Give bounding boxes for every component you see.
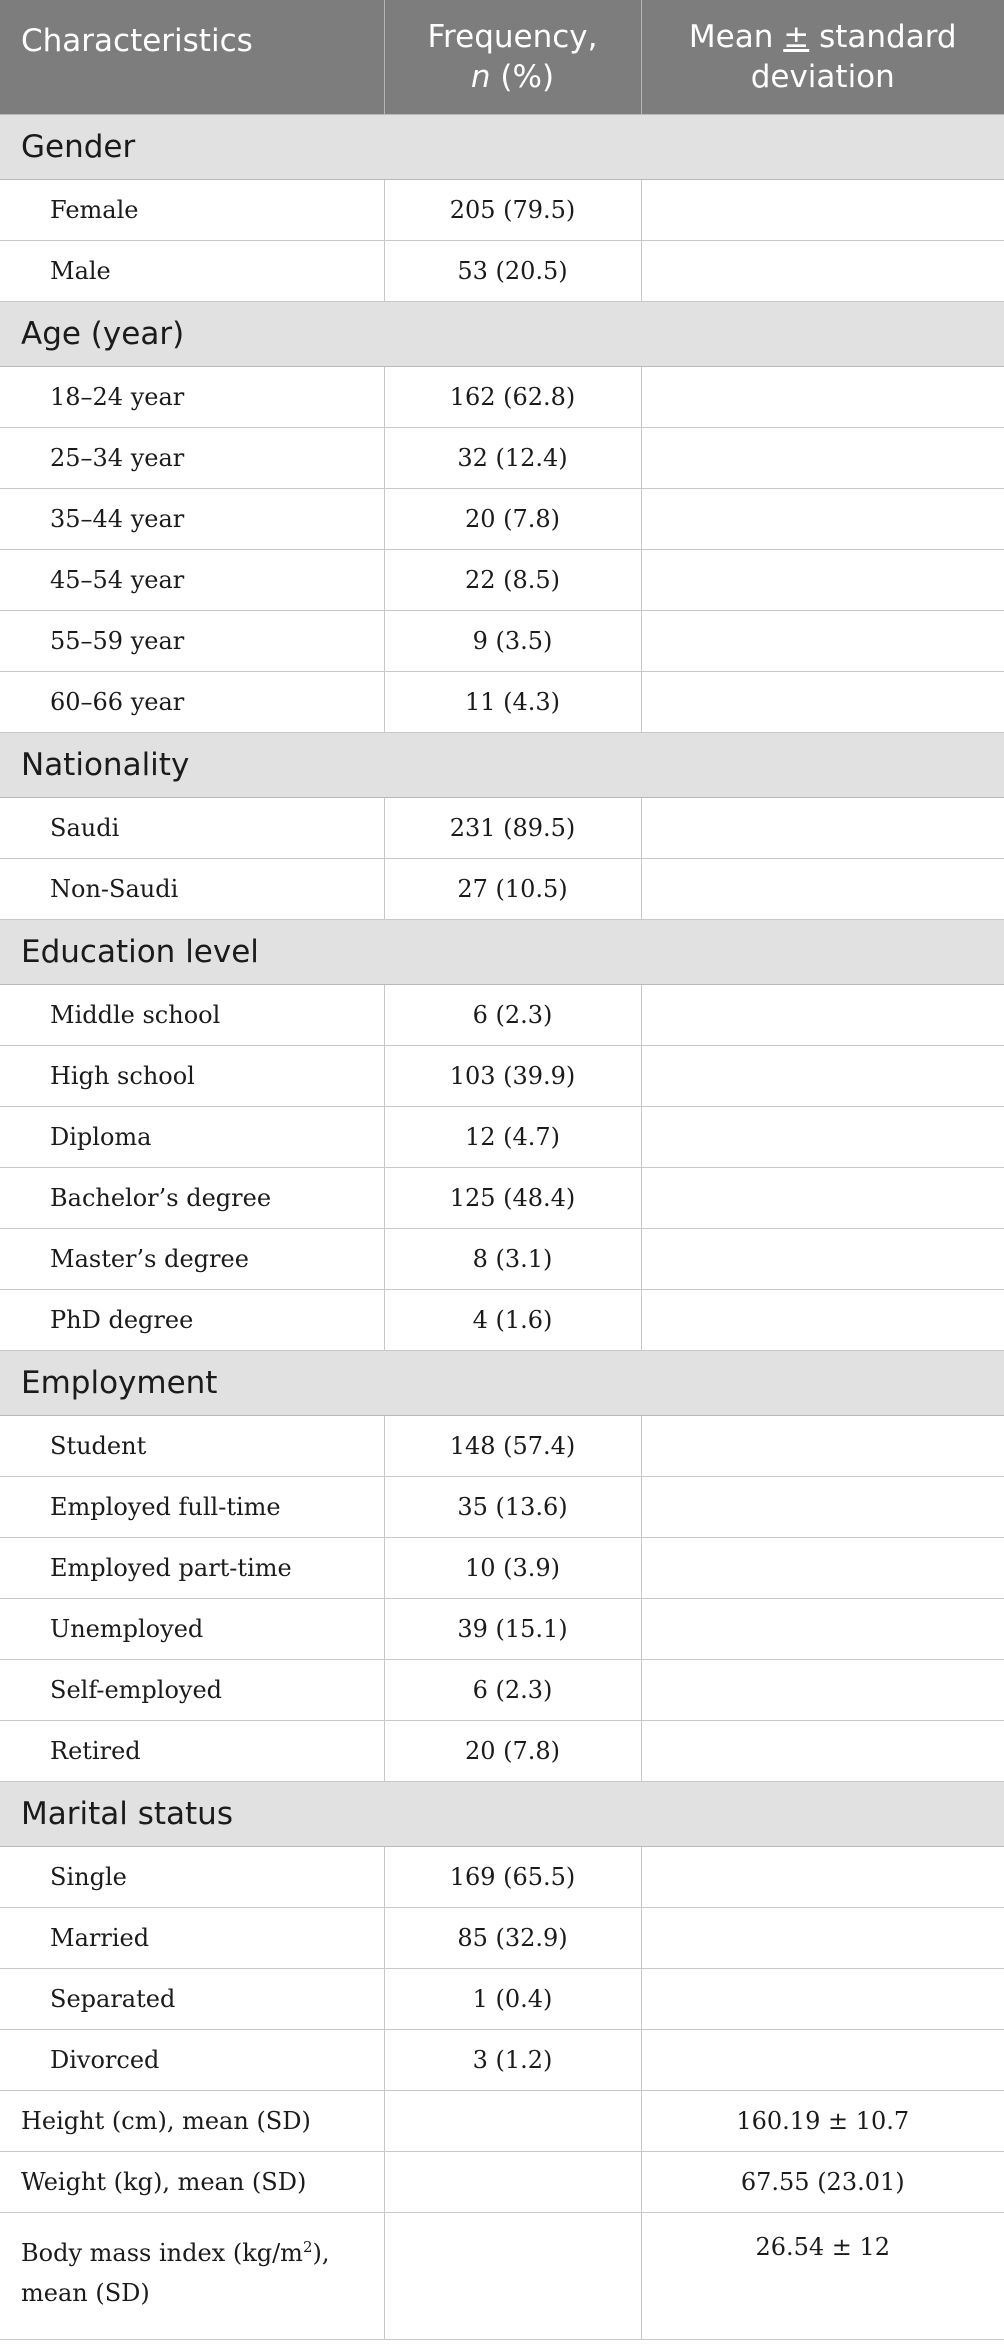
row-mean-sd xyxy=(641,1969,1004,2030)
table-header-row xyxy=(0,0,1004,115)
row-mean-sd xyxy=(641,672,1004,733)
row-label: Married xyxy=(0,1908,384,1969)
row-frequency: 8 (3.1) xyxy=(384,1229,641,1290)
row-mean-sd xyxy=(641,367,1004,428)
row-label: Separated xyxy=(0,1969,384,2030)
row-label: Bachelor’s degree xyxy=(0,1168,384,1229)
row-label: Master’s degree xyxy=(0,1229,384,1290)
row-frequency: 85 (32.9) xyxy=(384,1908,641,1969)
row-label: Employed full-time xyxy=(0,1477,384,1538)
row-mean-sd xyxy=(641,489,1004,550)
row-label: Unemployed xyxy=(0,1599,384,1660)
table-row xyxy=(0,2030,1004,2091)
row-mean-sd xyxy=(641,1908,1004,1969)
table-row xyxy=(0,1168,1004,1229)
stat-label-text: Body mass index (kg/m xyxy=(21,2239,303,2267)
group-header-row xyxy=(0,115,1004,180)
row-frequency: 103 (39.9) xyxy=(384,1046,641,1107)
row-frequency: 32 (12.4) xyxy=(384,428,641,489)
table-row xyxy=(0,428,1004,489)
table-row xyxy=(0,1721,1004,1782)
row-frequency: 6 (2.3) xyxy=(384,985,641,1046)
table-row xyxy=(0,1908,1004,1969)
row-label: Retired xyxy=(0,1721,384,1782)
group-header-row xyxy=(0,1782,1004,1847)
row-mean-sd xyxy=(641,859,1004,920)
group-header-row xyxy=(0,302,1004,367)
row-frequency: 39 (15.1) xyxy=(384,1599,641,1660)
row-label: 35–44 year xyxy=(0,489,384,550)
row-mean-sd xyxy=(641,241,1004,302)
row-label: High school xyxy=(0,1046,384,1107)
table-row xyxy=(0,180,1004,241)
row-label: Non-Saudi xyxy=(0,859,384,920)
stat-label-superscript: 2 xyxy=(302,2238,313,2256)
row-frequency: 4 (1.6) xyxy=(384,1290,641,1351)
row-frequency: 231 (89.5) xyxy=(384,798,641,859)
table-row xyxy=(0,241,1004,302)
stat-mean-sd: 160.19 ± 10.7 xyxy=(641,2091,1004,2152)
group-header-row xyxy=(0,733,1004,798)
stat-frequency xyxy=(384,2091,641,2152)
stat-row xyxy=(0,2152,1004,2213)
stat-label: Height (cm), mean (SD) xyxy=(0,2091,384,2152)
row-frequency: 20 (7.8) xyxy=(384,1721,641,1782)
table-row xyxy=(0,489,1004,550)
row-frequency: 9 (3.5) xyxy=(384,611,641,672)
stat-frequency xyxy=(384,2213,641,2340)
row-mean-sd xyxy=(641,1107,1004,1168)
row-mean-sd xyxy=(641,1477,1004,1538)
group-title: Marital status xyxy=(0,1782,1004,1847)
stat-label-text-end: ), xyxy=(312,2239,330,2267)
group-header-row xyxy=(0,1351,1004,1416)
table-row xyxy=(0,611,1004,672)
row-frequency: 12 (4.7) xyxy=(384,1107,641,1168)
row-label: PhD degree xyxy=(0,1290,384,1351)
table-body xyxy=(0,115,1004,2340)
row-frequency: 10 (3.9) xyxy=(384,1538,641,1599)
row-mean-sd xyxy=(641,1416,1004,1477)
row-label: Divorced xyxy=(0,2030,384,2091)
stat-row xyxy=(0,2213,1004,2340)
row-frequency: 148 (57.4) xyxy=(384,1416,641,1477)
row-mean-sd xyxy=(641,1660,1004,1721)
row-label: Female xyxy=(0,180,384,241)
row-mean-sd xyxy=(641,611,1004,672)
row-label: Male xyxy=(0,241,384,302)
row-mean-sd xyxy=(641,1046,1004,1107)
group-title: Education level xyxy=(0,920,1004,985)
group-title: Nationality xyxy=(0,733,1004,798)
table-row xyxy=(0,1969,1004,2030)
row-label: 45–54 year xyxy=(0,550,384,611)
row-frequency: 205 (79.5) xyxy=(384,180,641,241)
row-frequency: 27 (10.5) xyxy=(384,859,641,920)
row-label: 25–34 year xyxy=(0,428,384,489)
table-row xyxy=(0,1538,1004,1599)
row-frequency: 3 (1.2) xyxy=(384,2030,641,2091)
stat-label-line2: mean (SD) xyxy=(21,2279,150,2307)
group-title: Employment xyxy=(0,1351,1004,1416)
table-row xyxy=(0,1107,1004,1168)
header-mean-sd: Mean ± standard deviation xyxy=(641,0,1004,115)
table-row xyxy=(0,1477,1004,1538)
row-mean-sd xyxy=(641,985,1004,1046)
table-row xyxy=(0,985,1004,1046)
row-frequency: 20 (7.8) xyxy=(384,489,641,550)
row-mean-sd xyxy=(641,1847,1004,1908)
row-mean-sd xyxy=(641,1229,1004,1290)
row-frequency: 11 (4.3) xyxy=(384,672,641,733)
stat-label xyxy=(0,2213,384,2340)
table-row xyxy=(0,1290,1004,1351)
stat-mean-sd: 26.54 ± 12 xyxy=(641,2213,1004,2340)
table-row xyxy=(0,672,1004,733)
table-row xyxy=(0,367,1004,428)
row-mean-sd xyxy=(641,1290,1004,1351)
row-mean-sd xyxy=(641,428,1004,489)
table-row xyxy=(0,1416,1004,1477)
row-label: 55–59 year xyxy=(0,611,384,672)
stat-mean-sd: 67.55 (23.01) xyxy=(641,2152,1004,2213)
row-mean-sd xyxy=(641,1721,1004,1782)
table-row xyxy=(0,798,1004,859)
row-label: Self-employed xyxy=(0,1660,384,1721)
row-frequency: 1 (0.4) xyxy=(384,1969,641,2030)
stat-label: Weight (kg), mean (SD) xyxy=(0,2152,384,2213)
row-mean-sd xyxy=(641,798,1004,859)
table-row xyxy=(0,1660,1004,1721)
table-row xyxy=(0,1229,1004,1290)
row-label: Student xyxy=(0,1416,384,1477)
table-row xyxy=(0,550,1004,611)
row-mean-sd xyxy=(641,1168,1004,1229)
row-frequency: 22 (8.5) xyxy=(384,550,641,611)
header-frequency: Frequency, n (%) xyxy=(384,0,641,115)
table-row xyxy=(0,1847,1004,1908)
row-mean-sd xyxy=(641,2030,1004,2091)
row-label: 18–24 year xyxy=(0,367,384,428)
group-header-row xyxy=(0,920,1004,985)
row-label: Saudi xyxy=(0,798,384,859)
row-frequency: 169 (65.5) xyxy=(384,1847,641,1908)
row-mean-sd xyxy=(641,550,1004,611)
stat-frequency xyxy=(384,2152,641,2213)
table-row xyxy=(0,859,1004,920)
group-title: Age (year) xyxy=(0,302,1004,367)
group-title: Gender xyxy=(0,115,1004,180)
row-label: Single xyxy=(0,1847,384,1908)
row-label: Employed part-time xyxy=(0,1538,384,1599)
row-frequency: 6 (2.3) xyxy=(384,1660,641,1721)
stat-row xyxy=(0,2091,1004,2152)
row-mean-sd xyxy=(641,1599,1004,1660)
row-frequency: 35 (13.6) xyxy=(384,1477,641,1538)
row-mean-sd xyxy=(641,180,1004,241)
row-label: Middle school xyxy=(0,985,384,1046)
row-frequency: 53 (20.5) xyxy=(384,241,641,302)
row-mean-sd xyxy=(641,1538,1004,1599)
row-label: 60–66 year xyxy=(0,672,384,733)
row-frequency: 162 (62.8) xyxy=(384,367,641,428)
header-characteristics: Characteristics xyxy=(0,0,384,115)
table-row xyxy=(0,1599,1004,1660)
row-label: Diploma xyxy=(0,1107,384,1168)
row-frequency: 125 (48.4) xyxy=(384,1168,641,1229)
table-row xyxy=(0,1046,1004,1107)
